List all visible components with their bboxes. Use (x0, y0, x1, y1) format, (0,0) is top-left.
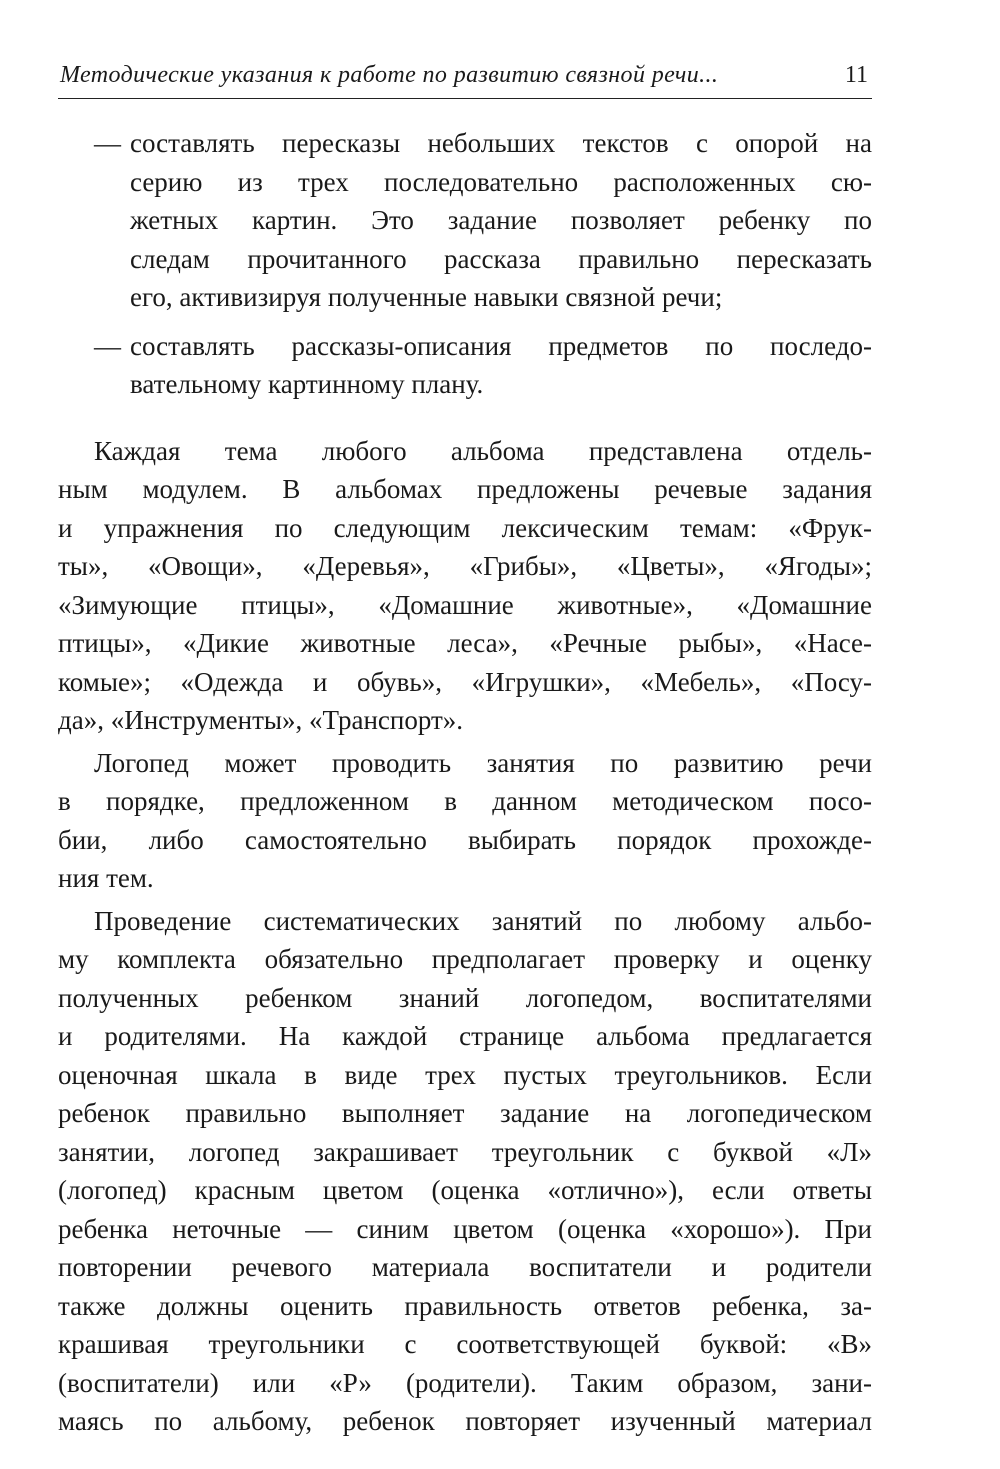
text-line: оценочная шкала в виде трех пустых треугольников. Если (58, 1059, 872, 1090)
text-line: бии, либо самостоятельно выбирать порядок прохожде- (58, 824, 872, 855)
text-line: вательному картинному плану. (130, 369, 484, 399)
text-line: комые»; «Одежда и обувь», «Игрушки», «Мебель», «Посу- (58, 666, 872, 697)
text-line: Проведение систематических занятий по любому альбо- (94, 905, 872, 936)
text-line: «Зимующие птицы», «Домашние животные», «Домашние (58, 589, 872, 620)
running-header (58, 58, 872, 99)
text-line: Каждая тема любого альбома представлена отдель- (94, 435, 872, 466)
text-line: ным модулем. В альбомах предложены речевые задания (58, 474, 872, 504)
text-line: и упражнения по следующим лексическим темам: «Фрук- (58, 512, 872, 543)
page-number: 11 (844, 62, 868, 88)
text-line: Логопед может проводить занятия по развитию речи (94, 747, 872, 778)
spacer (58, 414, 872, 432)
text-line: жетных картин. Это задание позволяет ребенку по (130, 205, 872, 235)
text-line: крашивая треугольники с соответствующей буквой: «В» (58, 1329, 872, 1359)
text-line: и родителями. На каждой странице альбома предлагается (58, 1021, 872, 1051)
bullet-dash: — (94, 128, 121, 158)
paragraph-order (58, 744, 872, 898)
text-line: в порядке, предложенном в данном методическом посо- (58, 786, 872, 816)
text-line: составлять рассказы-описания предметов по последо- (130, 330, 872, 361)
text-line: серию из трех последовательно расположенных сю- (130, 166, 872, 197)
text-line: ты», «Овощи», «Деревья», «Грибы», «Цветы», «Ягоды»; (58, 551, 872, 581)
text-line: следам прочитанного рассказа правильно пересказать (130, 243, 872, 274)
book-page (58, 0, 872, 1469)
text-line: повторении речевого материала воспитатели и родители (58, 1252, 872, 1282)
paragraph-themes (58, 432, 872, 740)
text-line: занятии, логопед закрашивает треугольник с буквой «Л» (58, 1136, 872, 1167)
text-line: составлять пересказы небольших текстов с опорой на (130, 128, 872, 158)
text-line: его, активизируя полученные навыки связной речи; (130, 282, 723, 312)
bullet-item (94, 327, 872, 404)
text-line: ребенок правильно выполняет задание на логопедическом (58, 1098, 872, 1128)
page-body (58, 124, 872, 1445)
text-line: маясь по альбому, ребенок повторяет изученный материал (58, 1406, 872, 1436)
text-line: ния тем. (58, 863, 154, 893)
text-line: ребенка неточные — синим цветом (оценка «хорошо»). При (58, 1213, 872, 1244)
text-line: да», «Инструменты», «Транспорт». (58, 705, 464, 735)
text-line: полученных ребенком знаний логопедом, воспитателями (58, 982, 872, 1013)
running-title: Методические указания к работе по развитию связной речи... (60, 62, 719, 88)
text-line: му комплекта обязательно предполагает проверку и оценку (58, 944, 872, 974)
bullet-dash: — (94, 330, 121, 361)
bullet-item (94, 124, 872, 317)
text-line: (воспитатели) или «Р» (родители). Таким образом, зани- (58, 1367, 872, 1398)
text-line: птицы», «Дикие животные леса», «Речные рыбы», «Насе- (58, 628, 872, 658)
paragraph-assessment (58, 902, 872, 1441)
text-line: также должны оценить правильность ответов ребенка, за- (58, 1290, 872, 1321)
text-line: (логопед) красным цветом (оценка «отлично»), если ответы (58, 1175, 872, 1205)
